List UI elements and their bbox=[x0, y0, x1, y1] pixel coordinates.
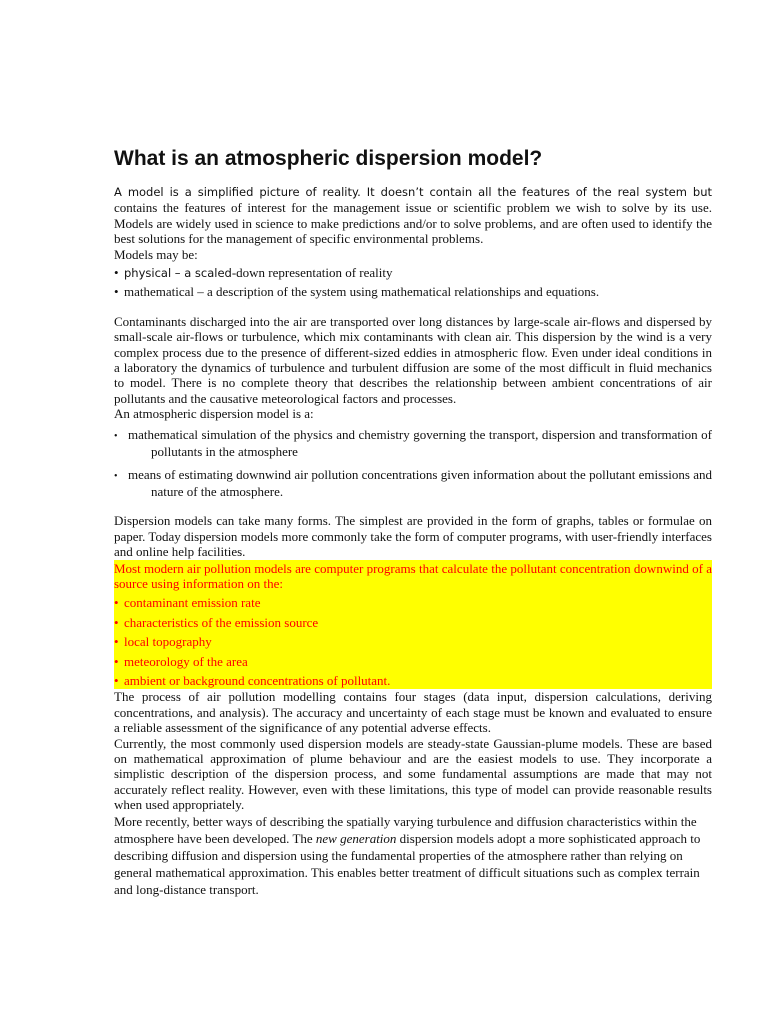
bullet-icon: • bbox=[114, 653, 119, 669]
forms-paragraph: Dispersion models can take many forms. The simplest are provided in the form of graphs, tables or formulae on paper. Today dispersion models more commonly take the form of computer programs, with user-friendly interfaces and online help facilities. bbox=[114, 513, 712, 560]
currently-paragraph: Currently, the most commonly used dispersion models are steady-state Gaussian-plume models. These are based on mathematical approximation of plume behaviour and are the easiest models to use. They incorporate a simplistic description of the dispersion process, and some fundamental assumptions are made that may not accurately reflect reality. However, even with these limitations, this type of model can provide reasonable results when used appropriately. bbox=[114, 735, 712, 813]
new-generation-emphasis: new generation bbox=[315, 830, 397, 846]
bullet-icon: • bbox=[114, 672, 119, 688]
highlight-item: • local topography bbox=[114, 633, 712, 650]
list-item-simulation bbox=[114, 427, 712, 460]
spacer bbox=[114, 300, 712, 314]
intro-paragraph bbox=[114, 184, 712, 247]
recently-paragraph: More recently, better ways of describing the spatially varying turbulence and diffusion characteristics within the atmosphere have been developed. The new generation dispersion models adopt a more sophisticated approach to describing diffusion and dispersion using the fundamental properties of the atmosphere rather than relying on general mathematical approximation. This enables better treatment of difficult situations such as complex terrain and long-distance transport. bbox=[114, 813, 701, 898]
definition-lead-in: An atmospheric dispersion model is a: bbox=[114, 406, 314, 422]
spacer bbox=[114, 499, 712, 513]
highlight-item: • characteristics of the emission source bbox=[114, 614, 712, 631]
page-title: What is an atmospheric dispersion model? bbox=[114, 147, 543, 170]
physical-rest: -down representation of reality bbox=[231, 265, 393, 281]
highlight-item: • meteorology of the area bbox=[114, 653, 712, 670]
intro-lead: A model is a simplified picture of reality. It doesn’t contain all the features of the real system but bbox=[114, 185, 712, 199]
intro-rest: contains the features of interest for the management issue or scientific problem we wish to solve by its use. Models are widely used in science to make predictions and/or to solve problems, and are often used to identify the best solutions for the management of specific environmental problems. bbox=[114, 200, 712, 247]
bullet-icon: • bbox=[114, 265, 119, 281]
process-paragraph: The process of air pollution modelling contains four stages (data input, dispersion calculations, deriving concentrations, and analysis). The accuracy and uncertainty of each stage must be known and evaluated to ensure a reliable assessment of the significance of any potential adverse effects. bbox=[114, 689, 712, 736]
list-item-mathematical bbox=[114, 284, 712, 299]
models-may-be: Models may be: bbox=[114, 246, 198, 262]
bullet-icon: • bbox=[114, 430, 118, 442]
mathematical-text: mathematical – a description of the system using mathematical relationships and equations. bbox=[124, 284, 600, 300]
bullet-icon: • bbox=[114, 595, 119, 611]
bullet-icon: • bbox=[114, 470, 118, 482]
physical-lead: physical – a scaled bbox=[124, 266, 232, 281]
bullet-icon: • bbox=[114, 614, 119, 630]
highlighted-block bbox=[114, 560, 712, 690]
highlight-item: • contaminant emission rate bbox=[114, 594, 712, 611]
highlight-lead-box bbox=[114, 560, 712, 593]
list-item-estimating bbox=[114, 467, 712, 500]
simulation-text: mathematical simulation of the physics and chemistry governing the transport, dispersion and transformation of pollutants in the atmosphere bbox=[128, 426, 712, 460]
estimating-text: means of estimating downwind air pollution concentrations given information about the pollutant emissions and nature of the atmosphere. bbox=[128, 466, 712, 499]
highlight-item: • ambient or background concentrations of pollutant. bbox=[114, 672, 712, 689]
bullet-icon: • bbox=[114, 634, 119, 650]
contaminants-paragraph: Contaminants discharged into the air are transported over long distances by large-scale air-flows and dispersed by small-scale air-flows or turbulence, which mix contaminants with clean air. This dispersion by the wind is a very complex process due to the presence of different-sized eddies in atmospheric flow. Even under ideal conditions in a laboratory the dynamics of turbulence and turbulent diffusion are some of the most difficult in fluid mechanics to model. There is no complete theory that describes the relationship between ambient concentrations of air pollutants and the causative meteorological factors and processes. bbox=[114, 313, 712, 406]
highlight-lead: Most modern air pollution models are computer programs that calculate the pollutant concentration downwind of a source using information on the: bbox=[114, 560, 712, 591]
list-item-physical bbox=[114, 265, 712, 281]
document-page bbox=[114, 144, 712, 899]
bullet-icon: • bbox=[114, 284, 119, 300]
